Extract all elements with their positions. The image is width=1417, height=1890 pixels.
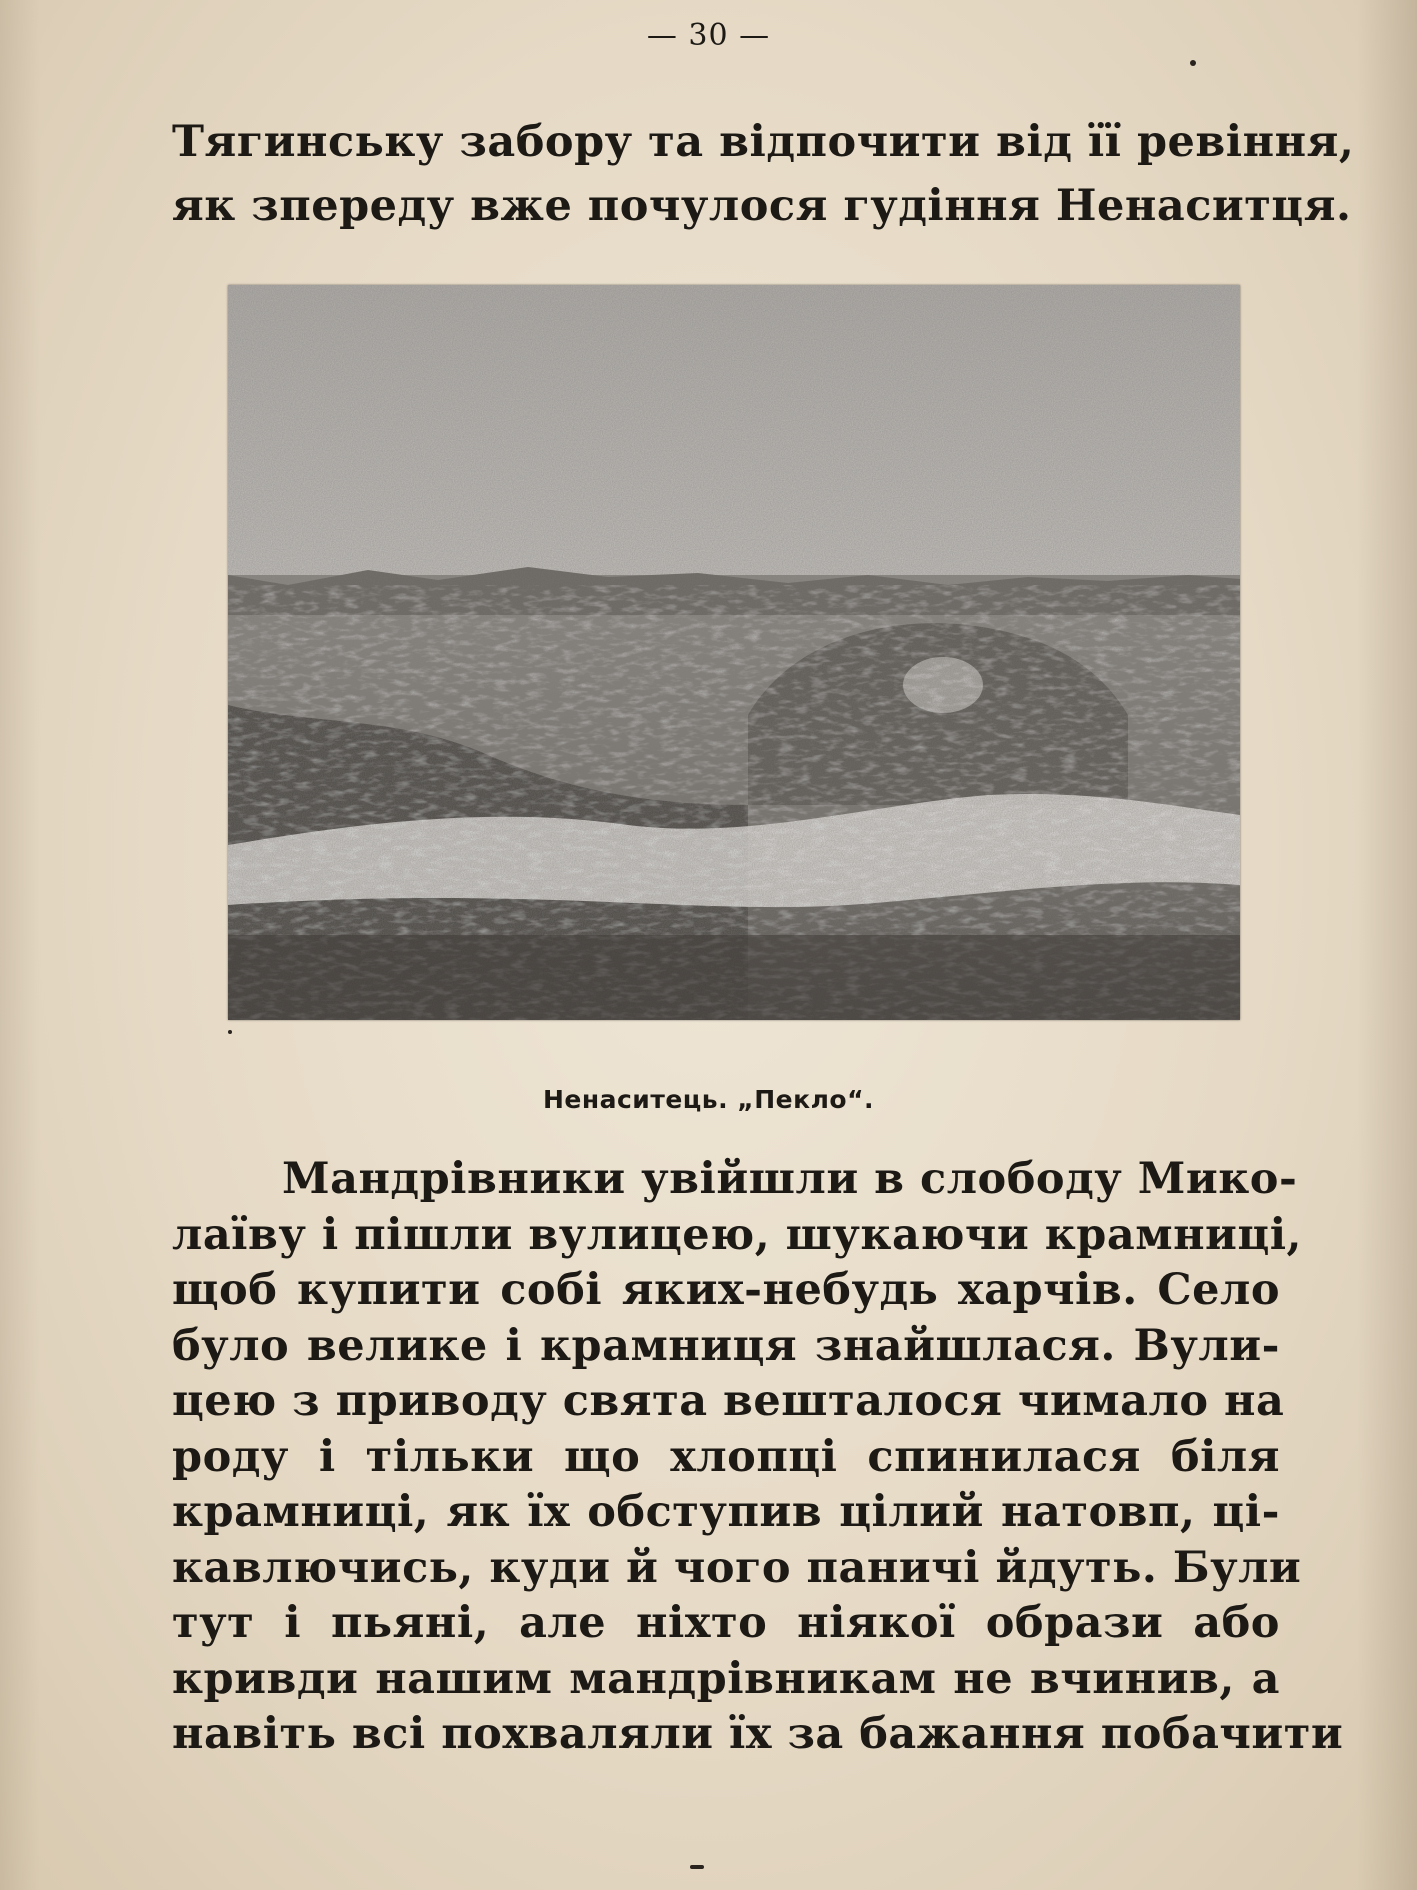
photograph-rapids-icon bbox=[228, 285, 1240, 1020]
text-line: навіть всі похваляли їх за бажання побачити bbox=[172, 1709, 1344, 1759]
page-edge-shadow-left bbox=[0, 0, 40, 1890]
text-line: крамниці, як їх обступив цілий натовп, ці- bbox=[172, 1487, 1280, 1537]
page-edge-shadow-right bbox=[1357, 0, 1417, 1890]
paper-speck bbox=[228, 1030, 232, 1034]
figure-caption: Ненаситець. „Пекло“. bbox=[542, 1085, 875, 1114]
text-line: було велике і крамниця знайшлася. Вули- bbox=[172, 1320, 1280, 1371]
text-line: кавлючись, куди й чого паничі йдуть. Були bbox=[172, 1542, 1302, 1593]
text-line: цею з приводу свята вешталося чимало на bbox=[172, 1376, 1285, 1426]
text-line: щоб купити собі яких-небудь харчів. Село bbox=[172, 1265, 1280, 1315]
body-paragraph bbox=[172, 1152, 1344, 1763]
text-line: роду і тільки що хлопці спинилася біля bbox=[172, 1431, 1280, 1482]
text-line: тут і пьяні, але ніхто ніякої образи або bbox=[172, 1598, 1280, 1648]
text-line: як зпереду вже почулося гудіння Ненаситця. bbox=[172, 181, 1352, 231]
text-line: лаїву і пішли вулицею, шукаючи крамниці, bbox=[172, 1209, 1303, 1260]
text-line: Мандрівники увійшли в слободу Мико- bbox=[282, 1154, 1298, 1204]
text-line: кривди нашим мандрівникам не вчинив, а bbox=[172, 1653, 1280, 1704]
paper-speck bbox=[690, 1865, 704, 1869]
paper-speck bbox=[1190, 60, 1196, 66]
photograph-rapids bbox=[228, 285, 1240, 1020]
text-line: Тягинську забору та відпочити від її ревіння, bbox=[172, 117, 1355, 167]
top-paragraph bbox=[172, 110, 1355, 238]
page-number: — 30 — bbox=[646, 18, 771, 53]
